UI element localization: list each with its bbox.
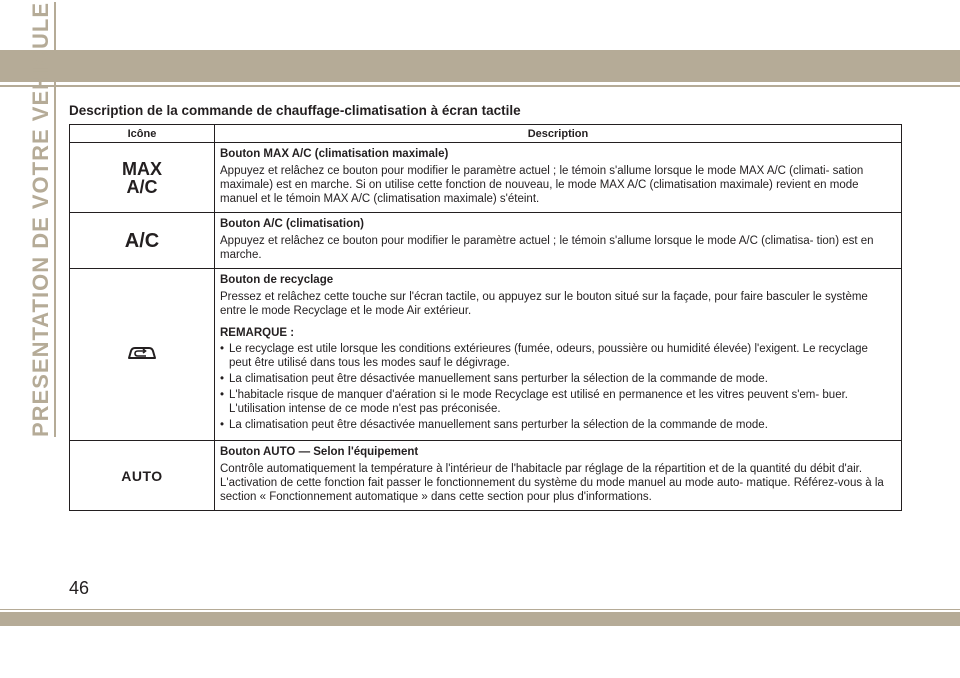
table-row xyxy=(70,213,902,269)
table-title: Description de la commande de chauffage-climatisation à écran tactile xyxy=(69,103,521,118)
row-body: Pressez et relâchez cette touche sur l'écran tactile, ou appuyez sur le bouton situé sur la façade, pour faire basculer le système entre le mode Recyclage et le mode Air extérieur. xyxy=(220,291,868,317)
list-item: • La climatisation peut être désactivée manuellement sans perturber la sélection de la commande de mode. xyxy=(220,418,893,432)
row-body: Appuyez et relâchez ce bouton pour modifier le paramètre actuel ; le témoin s'allume lorsque le mode MAX A/C (climati- sation maximale) est en marche. Si on utilise cette fonction de nouveau, le mode MAX A/C (climatisation maximale) revient en mode manuel et le témoin MAX A/C (climatisation maximale) s'éteint. xyxy=(220,165,864,205)
table-row xyxy=(70,441,902,511)
top-decorative-band xyxy=(0,50,960,82)
row-body: Appuyez et relâchez ce bouton pour modifier le paramètre actuel ; le témoin s'allume lorsque le mode A/C (climatisa- tion) est en marche. xyxy=(220,235,874,261)
ac-icon: A/C xyxy=(124,229,160,252)
climate-control-table xyxy=(69,124,902,511)
icon-cell xyxy=(70,213,215,269)
top-decorative-line xyxy=(0,85,960,87)
bottom-decorative-line xyxy=(0,609,960,610)
note-list xyxy=(220,342,893,432)
list-item: • Le recyclage est utile lorsque les conditions extérieures (fumée, odeurs, poussière ou humidité élevée) l'exigent. Le recyclage peut être utilisé dans tous les modes sauf le dégivrage. xyxy=(220,342,893,370)
table-row xyxy=(70,269,902,441)
row-title: Bouton MAX A/C (climatisation maximale) xyxy=(220,148,449,160)
bottom-decorative-band xyxy=(0,612,960,626)
note-title: REMARQUE : xyxy=(220,327,295,339)
header-icon: Icône xyxy=(70,125,215,143)
table-header-row xyxy=(70,125,902,143)
icon-cell xyxy=(70,143,215,213)
description-cell xyxy=(215,143,902,213)
list-item: • La climatisation peut être désactivée manuellement sans perturber la sélection de la commande de mode. xyxy=(220,372,893,386)
header-description: Description xyxy=(215,125,902,143)
auto-icon: AUTO xyxy=(121,467,163,484)
row-title: Bouton de recyclage xyxy=(220,274,334,286)
icon-cell xyxy=(70,269,215,441)
list-item: • L'habitacle risque de manquer d'aération si le mode Recyclage est utilisé en permanence et les vitres peuvent s'em- buer. L'utilisation intense de ce mode n'est pas préconisée. xyxy=(220,388,893,416)
icon-cell xyxy=(70,441,215,511)
description-cell xyxy=(215,441,902,511)
table-row xyxy=(70,143,902,213)
max-ac-icon: MAX A/C xyxy=(122,158,162,197)
row-title: Bouton AUTO — Selon l'équipement xyxy=(220,446,419,458)
row-title: Bouton A/C (climatisation) xyxy=(220,218,364,230)
page-number: 46 xyxy=(69,578,90,598)
description-cell xyxy=(215,269,902,441)
recirculation-icon xyxy=(125,343,159,363)
chapter-side-title: PRESENTATION DE VOTRE VEHICULE xyxy=(29,2,56,437)
description-cell xyxy=(215,213,902,269)
row-body: Contrôle automatiquement la température à l'intérieur de l'habitacle par réglage de la répartition et de la quantité du débit d'air. L'activation de cette fonction fait passer le fonctionnement du système du mode manuel au mode auto- matique. Référez-vous à la section « Fonctionnement automatique » dans cette section pour plus d'informations. xyxy=(220,463,884,503)
